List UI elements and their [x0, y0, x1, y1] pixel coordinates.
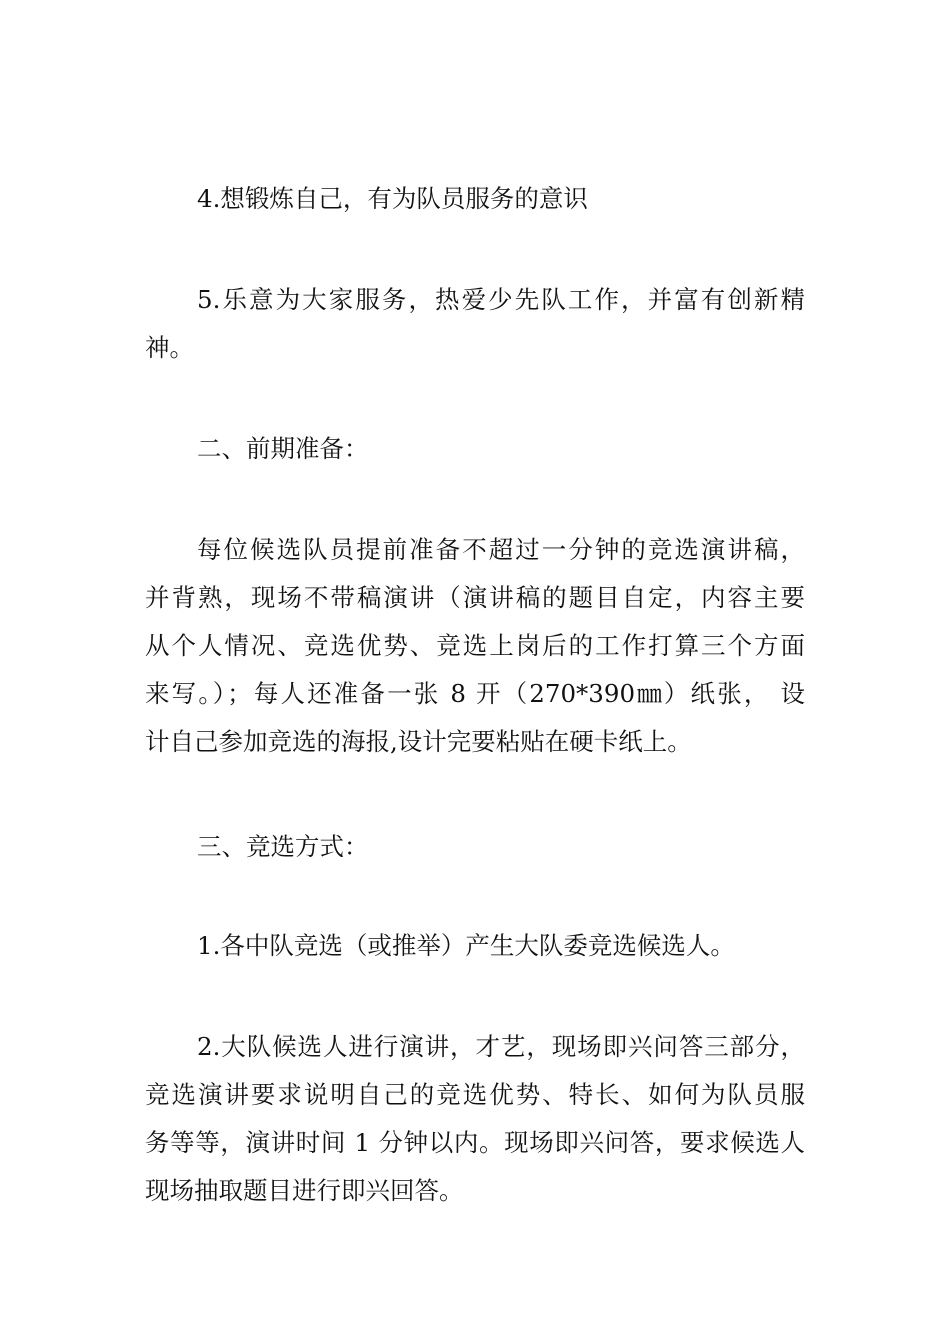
- method-item-2: [145, 1023, 805, 1215]
- list-item-4: [145, 175, 805, 223]
- paragraph-line: 5.乐意为大家服务，热爱少先队工作，并富有创新精: [197, 285, 805, 314]
- paragraph-line: 竞选演讲要求说明自己的竞选优势、特长、如何为队员服: [145, 1080, 805, 1109]
- section-heading-method: [145, 823, 805, 871]
- paragraph-line: 2.大队候选人进行演讲，才艺，现场即兴问答三部分，: [197, 1032, 805, 1061]
- paragraph-line: 每位候选队员提前准备不超过一分钟的竞选演讲稿，: [197, 535, 805, 564]
- heading-text: 二、前期准备：: [197, 434, 369, 463]
- section-heading-preparation: [145, 425, 805, 473]
- paragraph-line: 4.想锻炼自己，有为队员服务的意识: [197, 184, 588, 213]
- method-item-1: [145, 922, 805, 970]
- paragraph-line: 现场抽取题目进行即兴回答。: [145, 1176, 464, 1205]
- paragraph-line: 务等等，演讲时间 1 分钟以内。现场即兴问答，要求候选人: [145, 1128, 805, 1157]
- paragraph-line: 来写。）；每人还准备一张 8 开（270*390㎜）纸张， 设: [145, 679, 805, 708]
- paragraph-line: 并背熟，现场不带稿演讲（演讲稿的题目自定，内容主要: [145, 583, 805, 612]
- paragraph-line: 从个人情况、竞选优势、竞选上岗后的工作打算三个方面: [145, 631, 805, 660]
- paragraph-line: 1.各中队竞选（或推举）产生大队委竞选候选人。: [197, 931, 735, 960]
- preparation-paragraph: [145, 526, 805, 766]
- heading-text: 三、竞选方式：: [197, 832, 369, 861]
- list-item-5: [145, 276, 805, 372]
- paragraph-line: 神。: [145, 333, 194, 362]
- paragraph-line: 计自己参加竞选的海报,设计完要粘贴在硬卡纸上。: [145, 727, 692, 756]
